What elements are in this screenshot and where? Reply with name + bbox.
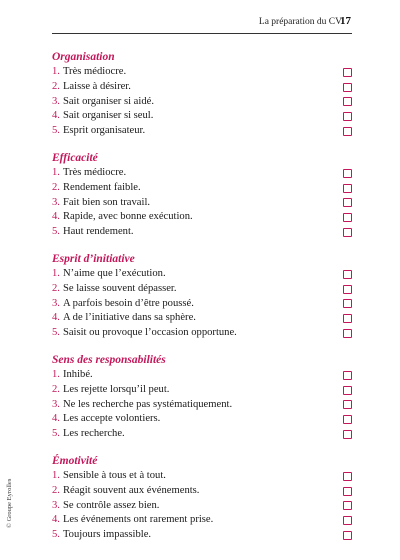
list-item <box>52 109 352 124</box>
section-title: Efficacité <box>52 151 98 164</box>
item-number: 4. <box>52 110 60 122</box>
list-item <box>52 326 352 341</box>
item-text: Sensible à tous et à tout. <box>62 469 166 481</box>
item-number: 2. <box>52 484 60 496</box>
item-number: 5. <box>52 529 60 541</box>
item-number: 3. <box>52 398 60 410</box>
item-number: 5. <box>52 428 60 440</box>
item-number: 3. <box>52 297 60 309</box>
list-item <box>52 166 352 181</box>
section-emotivite <box>52 454 352 543</box>
empty-checkbox-icon[interactable] <box>343 299 352 308</box>
list-item <box>52 513 352 528</box>
empty-checkbox-icon[interactable] <box>343 501 352 510</box>
item-text: Les recherche. <box>62 428 125 440</box>
empty-checkbox-icon[interactable] <box>343 83 352 92</box>
item-text: Se contrôle assez bien. <box>62 499 160 511</box>
item-text: Esprit organisateur. <box>62 125 146 137</box>
list-item <box>52 225 352 240</box>
item-text: Haut rendement. <box>62 226 134 238</box>
empty-checkbox-icon[interactable] <box>343 531 352 540</box>
list-item <box>52 181 352 196</box>
empty-checkbox-icon[interactable] <box>343 169 352 178</box>
item-number: 5. <box>52 226 60 238</box>
header-rule <box>52 33 352 34</box>
list-item <box>52 383 352 398</box>
item-text: Réagit souvent aux événements. <box>62 484 200 496</box>
item-number: 5. <box>52 327 60 339</box>
running-header: La préparation du CV <box>258 17 342 27</box>
item-text: Très médiocre. <box>62 66 127 77</box>
list-item <box>52 267 352 282</box>
empty-checkbox-icon[interactable] <box>343 127 352 136</box>
section-title: Sens des responsabilités <box>52 353 166 366</box>
list-item <box>52 95 352 110</box>
empty-checkbox-icon[interactable] <box>343 228 352 237</box>
item-number: 3. <box>52 196 60 208</box>
empty-checkbox-icon[interactable] <box>343 472 352 481</box>
item-text: Ne les recherche pas systématiquement. <box>62 398 233 410</box>
item-text: A de l’initiative dans sa sphère. <box>62 312 196 324</box>
item-number: 1. <box>52 66 60 77</box>
empty-checkbox-icon[interactable] <box>343 386 352 395</box>
item-text: Très médiocre. <box>62 166 127 178</box>
list-item <box>52 427 352 442</box>
list-item <box>52 412 352 427</box>
empty-checkbox-icon[interactable] <box>343 198 352 207</box>
list-item <box>52 484 352 499</box>
item-number: 5. <box>52 125 60 137</box>
empty-checkbox-icon[interactable] <box>343 371 352 380</box>
item-text: N’aime que l’exécution. <box>62 267 166 279</box>
empty-checkbox-icon[interactable] <box>343 68 352 77</box>
empty-checkbox-icon[interactable] <box>343 184 352 193</box>
list-item <box>52 65 352 80</box>
item-number: 4. <box>52 413 60 425</box>
empty-checkbox-icon[interactable] <box>343 270 352 279</box>
item-number: 3. <box>52 95 60 107</box>
item-number: 3. <box>52 499 60 511</box>
item-text: Inhibé. <box>62 368 93 380</box>
empty-checkbox-icon[interactable] <box>343 516 352 525</box>
item-text: Laisse à désirer. <box>62 80 131 92</box>
empty-checkbox-icon[interactable] <box>343 329 352 338</box>
section-title: Esprit d’initiative <box>52 252 135 265</box>
empty-checkbox-icon[interactable] <box>343 400 352 409</box>
item-text: Se laisse souvent dépasser. <box>62 282 177 294</box>
list-item <box>52 528 352 543</box>
item-text: Les événements ont rarement prise. <box>62 514 214 526</box>
list-item <box>52 297 352 312</box>
section-organisation <box>52 50 352 139</box>
item-text: Rendement faible. <box>62 181 141 193</box>
item-text: A parfois besoin d’être poussé. <box>62 297 194 309</box>
list-item <box>52 368 352 383</box>
item-text: Rapide, avec bonne exécution. <box>62 211 193 223</box>
item-text: Les accepte volontiers. <box>62 413 161 425</box>
section-sens-responsabilites <box>52 353 352 442</box>
empty-checkbox-icon[interactable] <box>343 285 352 294</box>
item-number: 1. <box>52 469 60 481</box>
item-number: 4. <box>52 211 60 223</box>
list-item <box>52 80 352 95</box>
list-item <box>52 124 352 139</box>
item-number: 4. <box>52 514 60 526</box>
empty-checkbox-icon[interactable] <box>343 97 352 106</box>
item-text: Sait organiser si aidé. <box>62 95 154 107</box>
list-item <box>52 311 352 326</box>
section-title: Émotivité <box>52 454 98 467</box>
copyright-notice: © Groupe Eyrolles <box>6 478 13 528</box>
item-number: 2. <box>52 282 60 294</box>
section-efficacite <box>52 151 352 240</box>
item-text: Fait bien son travail. <box>62 196 151 208</box>
empty-checkbox-icon[interactable] <box>343 314 352 323</box>
list-item <box>52 196 352 211</box>
empty-checkbox-icon[interactable] <box>343 415 352 424</box>
empty-checkbox-icon[interactable] <box>343 112 352 121</box>
list-item <box>52 499 352 514</box>
item-text: Toujours impassible. <box>62 529 152 541</box>
item-number: 4. <box>52 312 60 324</box>
list-item <box>52 469 352 484</box>
section-title: Organisation <box>52 51 115 63</box>
item-text: Les rejette lorsqu’il peut. <box>62 383 170 395</box>
empty-checkbox-icon[interactable] <box>343 213 352 222</box>
questionnaire <box>52 50 352 555</box>
section-esprit-initiative <box>52 252 352 341</box>
list-item <box>52 282 352 297</box>
item-number: 1. <box>52 267 60 279</box>
item-number: 1. <box>52 166 60 178</box>
empty-checkbox-icon[interactable] <box>343 487 352 496</box>
item-text: Sait organiser si seul. <box>62 110 154 122</box>
list-item <box>52 210 352 225</box>
item-number: 2. <box>52 80 60 92</box>
list-item <box>52 398 352 413</box>
page-number: 17 <box>340 15 351 27</box>
item-number: 1. <box>52 368 60 380</box>
item-number: 2. <box>52 383 60 395</box>
empty-checkbox-icon[interactable] <box>343 430 352 439</box>
item-number: 2. <box>52 181 60 193</box>
item-text: Saisit ou provoque l’occasion opportune. <box>62 327 237 339</box>
